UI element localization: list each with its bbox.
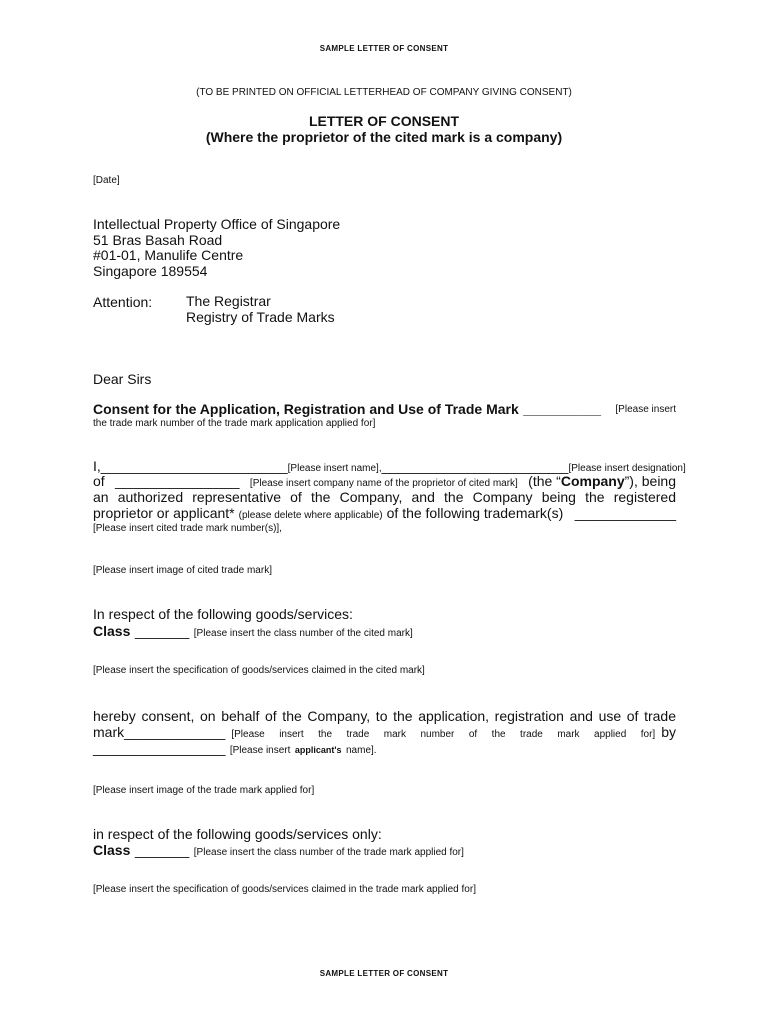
applied-mark-note: [Please insert the trade mark number of the trade mark applied for] bbox=[231, 729, 656, 740]
para2-line3 bbox=[93, 740, 377, 758]
address-line: Intellectual Property Office of Singapore bbox=[93, 216, 341, 232]
company-note: [Please insert company name of the proprietor of cited mark] bbox=[249, 478, 518, 489]
para1-line1 bbox=[93, 458, 686, 474]
applied-mark-blank: _____________ bbox=[124, 724, 226, 740]
page-footer: SAMPLE LETTER OF CONSENT bbox=[319, 969, 449, 978]
address-line: Singapore 189554 bbox=[93, 262, 208, 279]
subject-blank: __________ bbox=[523, 401, 602, 417]
subject-note: [Please insert bbox=[615, 404, 676, 415]
cited-spec-placeholder: [Please insert the specification of goods/services claimed in the cited mark] bbox=[93, 665, 425, 676]
text: mark bbox=[93, 724, 125, 740]
class-line-cited bbox=[93, 623, 413, 641]
attention-line: Registry of Trade Marks bbox=[186, 308, 335, 325]
class-note: [Please insert the class number of the cited mark] bbox=[193, 628, 413, 639]
applied-spec-placeholder: [Please insert the specification of goods/services claimed in the trade mark applied for] bbox=[93, 884, 476, 895]
class-blank: _______ bbox=[134, 623, 190, 639]
letterhead-note: (TO BE PRINTED ON OFFICIAL LETTERHEAD OF COMPANY GIVING CONSENT) bbox=[196, 87, 572, 98]
para1-line4 bbox=[93, 505, 676, 521]
class-label: Class bbox=[93, 623, 131, 639]
subject-text: Consent for the Application, Registration and Use of Trade Mark bbox=[93, 401, 519, 417]
para1-line3: an authorized representative of the Company, and the Company being the registered bbox=[93, 489, 676, 505]
subject-line bbox=[93, 401, 676, 419]
recipient-address bbox=[93, 217, 340, 279]
attention-label: Attention: bbox=[93, 294, 153, 310]
class-note: [Please insert the class number of the trade mark applied for] bbox=[193, 847, 464, 858]
goods-services-heading: In respect of the following goods/services: bbox=[93, 606, 353, 622]
page-header: SAMPLE LETTER OF CONSENT bbox=[319, 44, 449, 53]
cited-image-placeholder: [Please insert image of cited trade mark] bbox=[93, 565, 272, 576]
name-note: [Please insert name], bbox=[287, 463, 382, 474]
company-definition bbox=[528, 473, 676, 489]
text: of the following trademark(s) bbox=[386, 505, 564, 521]
text: (the “ bbox=[528, 473, 561, 489]
subject-note-continued: the trade mark number of the trade mark application applied for] bbox=[93, 418, 376, 429]
class-blank: _______ bbox=[134, 842, 190, 858]
goods-services-heading-applied: in respect of the following goods/services only: bbox=[93, 826, 382, 842]
name-blank: ________________________ bbox=[100, 458, 288, 474]
text: ”), being bbox=[624, 473, 676, 489]
company-defined-term: Company bbox=[560, 473, 625, 489]
document-title: LETTER OF CONSENT bbox=[308, 113, 460, 129]
para2-line1: hereby consent, on behalf of the Company, to the application, registration and use of trade bbox=[93, 708, 676, 724]
applied-image-placeholder: [Please insert image of the trade mark applied for] bbox=[93, 785, 315, 796]
attention-line: The Registrar bbox=[186, 293, 271, 309]
applicant-blank: _________________ bbox=[93, 740, 226, 756]
text: by bbox=[661, 724, 676, 740]
designation-blank: ________________________ bbox=[381, 458, 569, 474]
designation-note: [Please insert designation] bbox=[568, 463, 686, 474]
para2-line2 bbox=[93, 724, 676, 740]
salutation: Dear Sirs bbox=[93, 371, 152, 387]
text: I, bbox=[93, 458, 101, 474]
address-line: 51 Bras Basah Road bbox=[93, 231, 223, 248]
document-subtitle: (Where the proprietor of the cited mark is a company) bbox=[205, 129, 563, 145]
text: proprietor or applicant* bbox=[93, 505, 235, 521]
class-label: Class bbox=[93, 842, 131, 858]
delete-note: (please delete where applicable) bbox=[238, 510, 383, 521]
date-placeholder: [Date] bbox=[93, 175, 120, 186]
cited-mark-note: [Please insert cited trade mark number(s)], bbox=[93, 523, 282, 534]
company-blank: ________________ bbox=[115, 473, 240, 489]
applicant-note-pre: [Please insert bbox=[229, 745, 291, 756]
address-line: #01-01, Manulife Centre bbox=[93, 247, 244, 263]
class-line-applied bbox=[93, 842, 464, 860]
applicant-note-post: name]. bbox=[345, 745, 377, 756]
text: of bbox=[93, 473, 105, 489]
attention-recipient bbox=[186, 294, 335, 325]
cited-mark-blank: _____________ bbox=[574, 505, 676, 521]
applicant-note-bold: applicant's bbox=[294, 745, 342, 755]
para1-line2 bbox=[93, 473, 676, 489]
